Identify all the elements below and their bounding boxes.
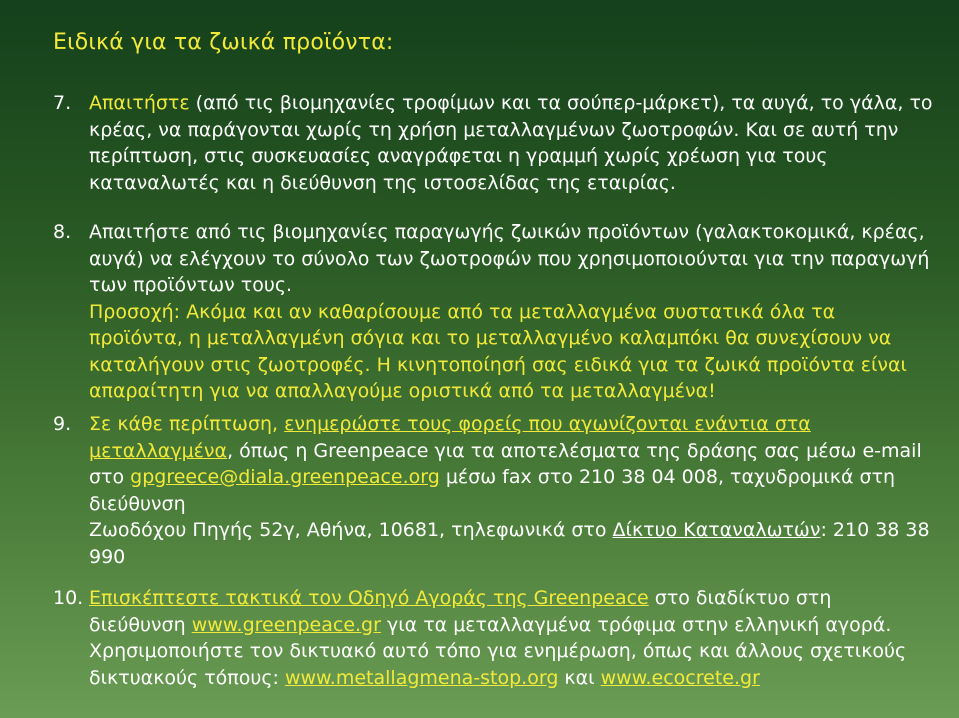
item-text [89, 90, 933, 196]
item-number: 9. [53, 413, 72, 435]
list-item-7 [53, 90, 933, 196]
item-lead-link[interactable]: Επισκέπτεστε τακτικά τον Οδηγό Αγοράς της Greenpeace [89, 587, 649, 609]
item-body: μέσω fax στο 210 38 04 008, ταχυδρομικά στη διεύθυνση [89, 466, 896, 515]
list-item-10 [53, 585, 933, 691]
item-text [89, 585, 933, 691]
item-number: 8. [53, 221, 72, 243]
item-body: στο διαδίκτυο στη διεύθυνση [89, 587, 832, 636]
item-lead-link[interactable]: ενημερώστε τους φορείς που αγωνίζονται ενάντια στα μεταλλαγμένα [89, 413, 811, 462]
greenpeace-link[interactable]: www.greenpeace.gr [191, 613, 381, 636]
item-lead: Απαιτήστε [89, 92, 190, 114]
ecocrete-link[interactable]: www.ecocrete.gr [600, 666, 760, 689]
phone-text: : 210 38 38 990 [89, 519, 930, 568]
item-body: και [558, 666, 601, 689]
list-item-8 [53, 219, 933, 405]
slide-title: Ειδικά για τα ζωικά προϊόντα: [53, 30, 394, 55]
item-note: Προσοχή: Ακόμα και αν καθαρίσουμε από τα μεταλλαγμένα συστατικά όλα τα προϊόντα, η μεταλλαγμένη σόγια και το μεταλλαγμένο καλαμπόκι θα συνεχίσουν να καταλήγουν στις ζωοτροφές. Η κινητοποίησή σας ειδικά για τα ζωικά προϊόντα είναι απαραίτητη για να απαλλαγούμε οριστικά από τα μεταλλαγμένα! [89, 300, 907, 402]
metallagmena-link[interactable]: www.metallagmena-stop.org [284, 666, 559, 689]
address-text: Ζωοδόχου Πηγής 52γ, Αθήνα, 10681, τηλεφωνικά στο [89, 519, 613, 541]
item-body: , όπως η Greenpeace για τα αποτελέσματα της δράσης σας μέσω e-mail στο [89, 439, 922, 488]
item-text: Απαιτήστε από τις βιομηχανίες παραγωγής ζωικών προϊόντων (γαλακτοκομικά, κρέας, αυγά) να ελέγχουν το σύνολο των ζωοτροφών που χρησιμοποιούνται για την παραγωγή των προϊόντων τους. [89, 221, 930, 296]
item-text [89, 411, 933, 570]
list-item-9 [53, 411, 933, 570]
item-number: 7. [53, 92, 72, 114]
item-body: για τα μεταλλαγμένα τρόφιμα στην ελληνική αγορά. Χρησιμοποιήστε τον δικτυακό αυτό τόπο για ενημέρωση, όπως και άλλους σχετικούς δικτυακούς τόπους: [89, 613, 907, 689]
item-body: (από τις βιομηχανίες τροφίμων και τα σούπερ-μάρκετ), τα αυγά, το γάλα, το κρέας, να παράγονται χωρίς τη χρήση μεταλλαγμένων ζωοτροφών. Και σε αυτή την περίπτωση, στις συσκευασίες αναγράφεται η γραμμή χωρίς χρέωση για τους καταναλωτές και η διεύθυνση της ιστοσελίδας της εταιρίας. [89, 92, 933, 194]
item-lead: Σε κάθε περίπτωση, [89, 413, 279, 435]
email-link[interactable]: gpgreece@diala.greenpeace.org [130, 466, 440, 488]
network-link[interactable]: Δίκτυο Καταναλωτών [612, 519, 821, 541]
item-number: 10. [53, 587, 84, 609]
